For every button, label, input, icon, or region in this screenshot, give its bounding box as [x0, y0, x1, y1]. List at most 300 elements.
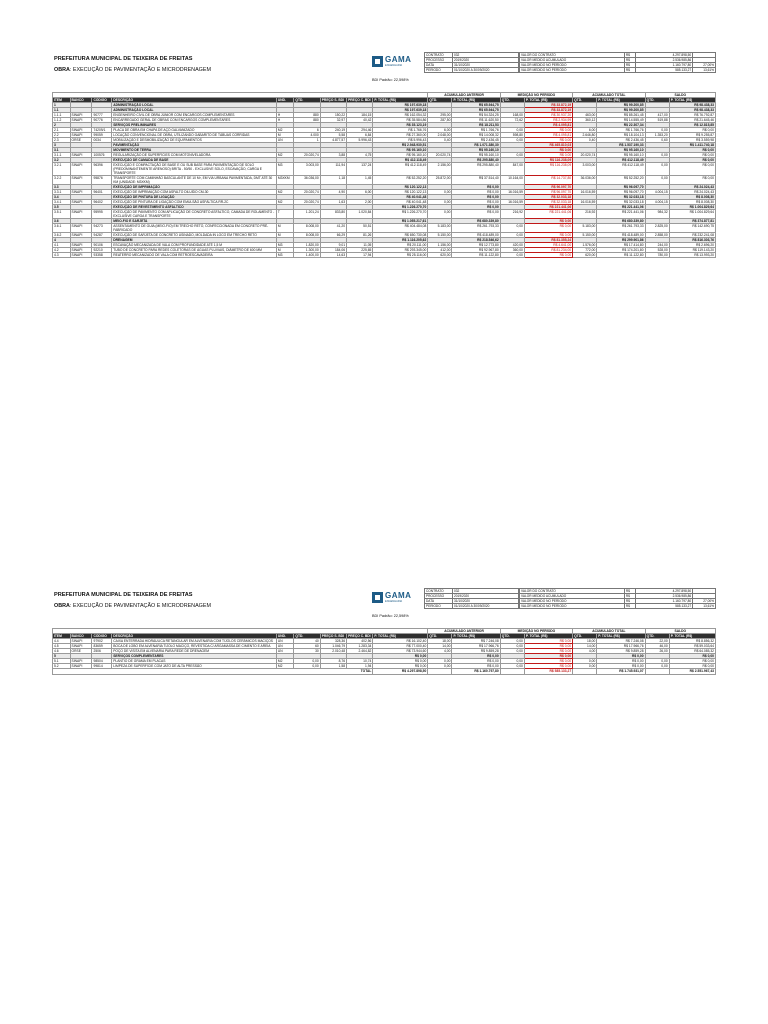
- table-cell: 30: [294, 649, 320, 654]
- table-cell: R$ 404.484,08: [373, 224, 428, 233]
- table-cell: R$ 12.815,85: [669, 123, 715, 128]
- table-cell: 100576: [92, 153, 112, 158]
- column-header: P. TOTAL (R$): [597, 98, 645, 103]
- table-cell: 1.1: [53, 108, 71, 113]
- table-cell: R$ 8.008,30: [669, 195, 715, 200]
- table-cell: R$ 1.055.217,61: [373, 219, 428, 224]
- table-cell: R$ 0,00: [524, 224, 572, 233]
- table-cell: R$ 27.360,00: [373, 133, 428, 138]
- table-cell: 14,63: [320, 253, 346, 258]
- table-cell: 3,88: [320, 153, 346, 158]
- table-cell: R$ 25.116,00: [373, 253, 428, 258]
- table-cell: 780,00: [645, 253, 669, 258]
- table-cell: 528,00: [645, 248, 669, 253]
- table-cell: R$ 0,00: [373, 659, 428, 664]
- table-cell: R$ 96.097,70: [524, 190, 572, 195]
- table-cell: 1.156,00: [428, 243, 452, 248]
- table-cell: R$ 0,00: [597, 654, 645, 659]
- table-cell: R$ 0,00: [452, 200, 500, 205]
- table-cell: 3.4: [53, 195, 71, 200]
- table-cell: 463,00: [573, 113, 597, 118]
- table-cell: M2: [276, 664, 294, 669]
- table-cell: 2.156,00: [428, 163, 452, 176]
- measurement-table: ACUMULADO ANTERIOR MEDIÇÃO NO PERÍODO ACUMULADO TOTAL SALDO ITEM BANCO CÓDIGO DESCRIÇÃO UND. QTD. PREÇO S. BDI PREÇO C. BDI P. TOTAL (R$) QTD. P. TOTAL (R$) QTD. P. TOTAL (R$) QTD. P. TOTAL (R$) QTD. P. TOTAL (R$) 1 ADMINISTRAÇÃO LOCAL R$ 197.639,18 R$ 65.944,75 R$ 33.872,19 R$ 99.200,85 R$ 98.438,33 1.1 ADMINISTRAÇÃO LOCAL R$ 197.639,18 R$ 65.944,75 R$ 33.872,19 R$ 99.200,85 R$ 98.438,33 1.1.1 SINAPI 90777 ENGENHEIRO CIVIL DE OBRA JÚNIOR COM ENCARGOS COMPLEMENTARES H 880 150,22 184,15 R$ 162.054,32 295,00 R$ 54.324,25 168,00 R$ 30.937,20 463,00 R$ 85.261,45 417,00 R$ 76.792,87 1.1.2 SINAPI 90776 ENCARREGADO GERAL DE OBRAS COM ENCARGOS COMPLEMENTARES H 880 32,97 40,42 R$ 35.584,86 287,50 R$ 11.620,50 72,62 R$ 2.934,99 360,12 R$ 14.555,49 519,88 R$ 21.645,46 2 SERVIÇOS PRELIMINARES R$ 35.123,19 R$ 18.211,53 R$ 4.095,81 R$ 22.307,34 R$ 12.815,85 2.1 SINAPI 74209/1 PLACA DE OBRA EM CHAPA DE AÇO GALVANIZADO M2 6 240,19 294,46 R$ 1.766,76 6,00 R$ 1.766,76 0,00 R$ 0,00 6,00 R$ 1.766,76 0,00 R$ 0,00 2.2 SINAPI 99059 LOCAÇÃO CONVENCIONAL DE OBRA, UTILIZANDO GABARITO DE TÁBUAS CORRIDAS M 4.000 5,58 6,84 R$ 27.360,00 2.048,00 R$ 14.008,32 598,80 R$ 4.095,81 2.646,80 R$ 18.104,13 1.353,20 R$ 9.255,87 2.3 ORSE 0034 MOBILIZAÇÃO E DESMOBILIZAÇÃO DE EQUIPAMENTOS UN 1 4.877,57 5.996,43 R$ 5.996,43 0,40 R$ 2.436,45 0,00 R$ 0,00 0,40 R$ 2.436,45 0,60 R$ 3.559,98 3 PAVIMENTAÇÃO R$ 2.948.930,51 R$ 1.071.380,30 R$ 465.810,03 R$ 1.537.190,33 R$ 1.411.740,18 3.1 MOVIMENTO DE TERRA R$ 95.160,10 R$ 95.160,10 R$ 0,00 R$ 95.160,10 R$ 0,00 3.1.1 SINAPI 100576 REGULARIZAÇÃO DE SUPERFÍCIES COM MOTONIVELADORA M2 20.020,74 3,88 4,75 R$ 95.160,10 20.020,74 R$ 95.160,10 0,00 R$ 0,00 20.020,74 R$ 95.160,10 0,00 R$ 0,00 3.2 EXECUÇÃO DE CAMADA DE BASE R$ 412.118,49 R$ 295.880,40 R$ 116.238,09 R$ 412.118,49 R$ 0,00 3.2.1 SINAPI 96396 EXECUÇÃO E COMPACTAÇÃO DE BASE E OU SUB BASE PARA PAVIMENTAÇÃO DE SOLO (PREDOMINANTEMENTE ARENOSO) BRITA - 50/50 - EXCLUSIVE SOLO, ESCAVAÇÃO, CARGA E TRANSPORTE M3 3.003,00 111,94 137,24 R$ 412.118,49 2.156,00 R$ 295.880,40 847,00 R$ 116.238,09 3.003,00 R$ 412.118,49 0,00 R$ 0,00 3.2.2 SINAPI 95876 TRANSPORTE COM CAMINHÃO BASCULANTE DE 10 M³, EM VIA URBANA PAVIMENTADA, DMT ATÉ 30 KM (UNIDADE: M3XKM) M3XKM 36.036,00 1,18 1,45 R$ 52.252,20 25.872,00 R$ 37.514,40 10.164,00 R$ 14.737,80 36.036,00 R$ 52.252,20 0,00 R$ 0,00 3.3 EXECUÇÃO DE IMPRIMAÇÃO R$ 120.122,13 R$ 0,00 R$ 96.097,70 R$ 96.097,70 R$ 24.024,43 3.3.1 SINAPI 96401 EXECUÇÃO DE IMPRIMAÇÃO COM ASFALTO DILUÍDO CM-30 M2 20.020,74 4,90 6,00 R$ 120.122,13 0,00 R$ 0,00 16.016,59 R$ 96.097,70 16.016,59 R$ 96.097,70 4.004,15 R$ 24.024,43 3.4 EXECUÇÃO DE PINTURA DE LIGAÇÃO R$ 40.041,48 R$ 0,00 R$ 32.033,18 R$ 32.033,18 R$ 8.008,30 3.4.1 SINAPI 96402 EXECUÇÃO DE PINTURA DE LIGAÇÃO COM EMULSÃO ASFÁLTICA RR-2C M2 20.020,74 1,63 2,00 R$ 40.041,48 0,00 R$ 0,00 16.016,59 R$ 32.033,18 16.016,59 R$ 32.033,18 4.004,15 R$ 8.008,30 3.5 EXECUÇÃO DE REVESTIMENTO ASFÁLTICO R$ 1.226.270,70 R$ 0,00 R$ 221.441,06 R$ 221.441,06 R$ 1.004.829,64 3.5.1 SINAPI 95995 EXECUÇÃO DE PAVIMENTO COM APLICAÇÃO DE CONCRETO ASFÁLTICO, CAMADA DE ROLAMENTO - EXCLUSIVE CARGA E TRANSPORTE T 1.201,24 833,80 1.020,84 R$ 1.226.270,70 0,00 R$ 0,00 216,92 R$ 221.441,06 216,92 R$ 221.441,06 984,32 R$ 1.004.829,64 3.6 MEIO-FIO E SARJETA R$ 1.055.217,61 R$ 680.339,80 R$ 0,00 R$ 680.339,80 R$ 374.877,81 3.6.1 SINAPI 94273 ASSENTAMENTO DE GUIA (MEIO-FIO) EM TRECHO RETO, CONFECCIONADA EM CONCRETO PRÉ-FABRICADO M 8.008,00 41,20 50,51 R$ 404.484,08 5.183,00 R$ 261.793,33 0,00 R$ 0,00 5.183,00 R$ 261.793,33 2.825,00 R$ 142.690,75 3.6.2 SINAPI 94287 EXECUÇÃO DE SARJETA DE CONCRETO USINADO, MOLDADA IN LOCO EM TRECHO RETO M 8.008,00 66,29 81,26 R$ 650.730,08 5.150,00 R$ 418.489,00 0,00 R$ 0,00 5.150,00 R$ 418.489,00 2.858,00 R$ 232.241,08 4 DRENAGEM R$ 1.116.205,62 R$ 218.546,62 R$ 81.355,24 R$ 299.901,86 R$ 816.303,76 4.1 SINAPI 90106 ESCAVAÇÃO MECANIZADA DE VALA COM PROFUNDIDADE ATÉ 1,5 M M3 1.820,00 9,01 11,05 R$ 20.111,00 1.156,00 R$ 12.773,80 420,00 R$ 4.641,00 1.576,00 R$ 17.414,80 244,00 R$ 2.696,20 4.2 SINAPI 92210 TUBO DE CONCRETO PARA REDES COLETORAS DE ÁGUAS PLUVIAIS, DIÂMETRO DE 600 MM M 1.300,00 184,06 225,65 R$ 293.345,00 412,00 R$ 92.967,80 360,00 R$ 81.234,00 772,00 R$ 174.201,80 528,00 R$ 119.143,20 4.3 SINAPI 93358 REATERRO MECANIZADO DE VALA COM RETROESCAVADEIRA M3 1.400,00 14,63 17,94 R$ 25.116,00 620,00 R$ 11.122,80 0,00 R$ 0,00 620,00 R$ 11.122,80 780,00 R$ 13.993,20: [54, 93, 714, 257]
- table-cell: R$ 0,00: [669, 659, 715, 664]
- table-cell: R$ 1.004.829,64: [669, 205, 715, 210]
- column-header: QTD.: [500, 634, 524, 639]
- sheet-header: [52, 50, 716, 92]
- table-cell: 0,00: [645, 128, 669, 133]
- table-cell: 0,00: [645, 664, 669, 669]
- table-cell: R$ 680.339,80: [452, 219, 500, 224]
- table-cell: R$ 1.766,76: [597, 128, 645, 133]
- table-cell: 2.2: [53, 133, 71, 138]
- table-cell: R$ 1.071.380,30: [452, 143, 500, 148]
- table-cell: 50,51: [347, 224, 373, 233]
- table-row: [53, 176, 716, 185]
- item-description: TRANSPORTE COM CAMINHÃO BASCULANTE DE 10 M³, EM VIA URBANA PAVIMENTADA, DMT ATÉ 30 KM (UNIDADE: M3XKM): [112, 176, 277, 185]
- table-cell: 9,01: [320, 243, 346, 248]
- table-cell: 360,00: [500, 248, 524, 253]
- item-description: POÇO DE VISITA EM ALVENARIA PARA REDE DE DRENAGEM: [112, 649, 277, 654]
- table-cell: R$ 37.514,40: [452, 176, 500, 185]
- table-cell: 20.020,74: [294, 200, 320, 205]
- table-cell: R$ 96.097,70: [597, 185, 645, 190]
- table-cell: R$ 35.584,86: [373, 118, 428, 123]
- table-cell: R$ 2.696,20: [669, 243, 715, 248]
- item-description: TUBO DE CONCRETO PARA REDES COLETORAS DE ÁGUAS PLUVIAIS, DIÂMETRO DE 600 MM: [112, 248, 277, 253]
- table-cell: SINAPI: [70, 118, 92, 123]
- table-cell: 0,00: [500, 639, 524, 644]
- table-cell: 0,00: [294, 659, 320, 664]
- table-cell: 83659: [92, 644, 112, 649]
- table-cell: M3XKM: [276, 176, 294, 185]
- table-cell: R$ 5.996,43: [373, 138, 428, 143]
- table-cell: 5.2: [53, 664, 71, 669]
- column-header: ITEM: [53, 98, 71, 103]
- table-cell: M: [276, 224, 294, 233]
- bdi-label: BDI Padrão: 22,598%: [372, 614, 409, 618]
- table-cell: SINAPI: [70, 176, 92, 185]
- table-cell: R$ 0,00: [373, 654, 428, 659]
- table-cell: 1.353,20: [645, 133, 669, 138]
- item-description: CAIXA ENTERRADA HIDRÁULICA RETANGULAR EM ALVENARIA COM TIJOLOS CERÂMICOS MACIÇOS: [112, 639, 277, 644]
- table-cell: 2.048,00: [428, 133, 452, 138]
- column-header: QTD.: [573, 634, 597, 639]
- table-cell: R$ 0,00: [524, 644, 572, 649]
- table-cell: 5,58: [320, 133, 346, 138]
- table-cell: 8.008,00: [294, 233, 320, 238]
- table-cell: 4.3: [53, 253, 71, 258]
- item-description: SERVIÇOS PRELIMINARES: [112, 123, 277, 128]
- item-description: LOCAÇÃO CONVENCIONAL DE OBRA, UTILIZANDO GABARITO DE TÁBUAS CORRIDAS: [112, 133, 277, 138]
- table-cell: R$ 33.872,19: [524, 108, 572, 113]
- table-cell: 1,45: [347, 176, 373, 185]
- table-cell: 984,32: [645, 210, 669, 219]
- table-cell: 3: [53, 143, 71, 148]
- table-cell: 3.2: [53, 158, 71, 163]
- project-line: OBRA: EXECUÇÃO DE PAVIMENTAÇÃO E MICRODRENAGEM: [54, 603, 211, 609]
- table-cell: R$ 0,00: [669, 163, 715, 176]
- table-cell: 137,24: [347, 163, 373, 176]
- table-cell: 5.150,00: [428, 233, 452, 238]
- table-cell: 20.020,74: [294, 153, 320, 158]
- column-header: P. TOTAL (R$): [524, 98, 572, 103]
- table-cell: R$ 59.033,64: [669, 644, 715, 649]
- table-cell: R$ 295.880,40: [452, 158, 500, 163]
- table-cell: SINAPI: [70, 133, 92, 138]
- table-cell: 6,84: [347, 133, 373, 138]
- table-cell: 0,00: [500, 128, 524, 133]
- table-cell: 22,00: [645, 639, 669, 644]
- organization-name: PREFEITURA MUNICIPAL DE TEIXEIRA DE FREITAS: [54, 592, 193, 598]
- table-cell: R$ 0,00: [524, 649, 572, 654]
- table-cell: R$ 95.160,10: [373, 153, 428, 158]
- item-description: EXECUÇÃO DE PAVIMENTO COM APLICAÇÃO DE CONCRETO ASFÁLTICO, CAMADA DE ROLAMENTO - EXCLUSIVE CARGA E TRANSPORTE: [112, 210, 277, 219]
- table-cell: 94273: [92, 224, 112, 233]
- table-cell: 95876: [92, 176, 112, 185]
- table-cell: 92210: [92, 248, 112, 253]
- table-cell: R$ 0,00: [597, 659, 645, 664]
- contract-summary-table: VALOR DO CONTRATO R$ 4.297.898,50 VALOR MEDIDO ACUMULADO R$ 2.536.985,86 VALOR MEDIDO NO PERÍODO R$ 1.160.797,80 27,00% VALOR MEDIDO NO PERÍODO R$ 585.133,27 13,61%: [521, 589, 714, 608]
- table-cell: 4.1: [53, 243, 71, 248]
- table-cell: 1.820,00: [294, 243, 320, 248]
- table-cell: 16.016,59: [500, 200, 524, 205]
- item-description: EXECUÇÃO E COMPACTAÇÃO DE BASE E OU SUB BASE PARA PAVIMENTAÇÃO DE SOLO (PREDOMINANTEMENTE ARENOSO) BRITA - 50/50 - EXCLUSIVE SOLO, ESCAVAÇÃO, CARGA E TRANSPORTE: [112, 163, 277, 176]
- table-cell: SINAPI: [70, 233, 92, 238]
- item-description: BOCA DE LOBO EM ALVENARIA TIJOLO MACIÇO, REVESTIDA C/ ARGAMASSA DE CIMENTO E AREIA: [112, 644, 277, 649]
- table-cell: 96402: [92, 200, 112, 205]
- table-cell: 5.183,00: [428, 224, 452, 233]
- table-cell: 0034: [92, 138, 112, 143]
- table-cell: R$ 0,00: [524, 654, 572, 659]
- table-cell: 46,00: [645, 644, 669, 649]
- table-cell: 3.6.2: [53, 233, 71, 238]
- column-header: BANCO: [70, 634, 92, 639]
- table-cell: R$ 680.339,80: [597, 219, 645, 224]
- table-cell: SINAPI: [70, 248, 92, 253]
- table-cell: 4: [53, 238, 71, 243]
- table-cell: SINAPI: [70, 639, 92, 644]
- table-cell: ORSE: [70, 138, 92, 143]
- table-cell: R$ 0,00: [669, 158, 715, 163]
- table-cell: R$ 1.766,76: [373, 128, 428, 133]
- table-cell: R$ 7.246,08: [597, 639, 645, 644]
- table-cell: 3.2.1: [53, 163, 71, 176]
- table-cell: 32,97: [320, 118, 346, 123]
- table-cell: R$ 30.937,20: [524, 113, 572, 118]
- table-cell: 6,00: [573, 128, 597, 133]
- table-cell: R$ 232.241,08: [669, 233, 715, 238]
- table-cell: R$ 1.411.740,18: [669, 143, 715, 148]
- column-header: CÓDIGO: [92, 98, 112, 103]
- table-cell: R$ 0,00: [669, 148, 715, 153]
- table-cell: R$ 13.993,20: [669, 253, 715, 258]
- table-cell: R$ 7.246,08: [452, 639, 500, 644]
- table-cell: 94287: [92, 233, 112, 238]
- table-cell: 99059: [92, 133, 112, 138]
- table-cell: R$ 0,00: [597, 664, 645, 669]
- table-cell: 97902: [92, 639, 112, 644]
- table-cell: 0,00: [645, 659, 669, 664]
- table-row: [53, 163, 716, 176]
- table-cell: 3.3.1: [53, 190, 71, 195]
- table-cell: 16.016,59: [573, 190, 597, 195]
- table-cell: 1: [294, 138, 320, 143]
- table-cell: R$ 1.766,76: [452, 128, 500, 133]
- column-header: QTD.: [428, 98, 452, 103]
- table-cell: R$ 0,00: [452, 190, 500, 195]
- bdi-label: BDI Padrão: 22,598%: [372, 78, 409, 82]
- column-header: UND.: [276, 634, 294, 639]
- table-cell: 0,00: [645, 153, 669, 158]
- sheet-header: [52, 586, 716, 628]
- column-header: DESCRIÇÃO: [112, 98, 277, 103]
- table-cell: M2: [276, 200, 294, 205]
- table-cell: 0,00: [428, 664, 452, 669]
- table-cell: M3: [276, 253, 294, 258]
- table-cell: 4,90: [320, 190, 346, 195]
- table-cell: M2: [276, 153, 294, 158]
- column-header: QTD.: [645, 98, 669, 103]
- table-cell: R$ 95.160,10: [597, 148, 645, 153]
- table-cell: R$ 218.546,62: [452, 238, 500, 243]
- table-cell: R$ 81.234,00: [524, 248, 572, 253]
- table-cell: 72,62: [500, 118, 524, 123]
- table-cell: 14,00: [428, 644, 452, 649]
- table-cell: R$ 412.118,49: [597, 163, 645, 176]
- table-cell: SINAPI: [70, 210, 92, 219]
- item-description: EXECUÇÃO DE IMPRIMAÇÃO: [112, 185, 277, 190]
- table-cell: R$ 221.441,06: [524, 210, 572, 219]
- item-description: ENCARREGADO GERAL DE OBRAS COM ENCARGOS COMPLEMENTARES: [112, 118, 277, 123]
- contract-meta-table: CONTRATO 032 PROCESSO 2019/2020 DATA 31/10/2020 PERÍODO 01/10/2020 A 30/09/2020: [424, 588, 519, 609]
- table-cell: 2.464,82: [347, 649, 373, 654]
- table-cell: 184,15: [347, 113, 373, 118]
- table-cell: R$ 92.967,80: [452, 248, 500, 253]
- column-header: QTD.: [428, 634, 452, 639]
- table-cell: UN: [276, 649, 294, 654]
- item-description: EXECUÇÃO DE CAMADA DE BASE: [112, 158, 277, 163]
- table-cell: 5.1: [53, 659, 71, 664]
- table-cell: 1.400,00: [294, 253, 320, 258]
- item-description: PAVIMENTAÇÃO: [112, 143, 277, 148]
- table-cell: 20.020,74: [294, 190, 320, 195]
- table-cell: 99814: [92, 664, 112, 669]
- column-header: QTD.: [294, 98, 320, 103]
- table-cell: 0,00: [645, 163, 669, 176]
- item-description: EXECUÇÃO DE SARJETA DE CONCRETO USINADO, MOLDADA IN LOCO EM TRECHO RETO: [112, 233, 277, 238]
- table-cell: R$ 0,00: [452, 195, 500, 200]
- table-cell: 0,60: [645, 138, 669, 143]
- logo-mark-icon: [372, 592, 383, 603]
- table-cell: 40: [294, 639, 320, 644]
- table-cell: R$ 293.345,00: [373, 248, 428, 253]
- item-description: DRENAGEM: [112, 238, 277, 243]
- table-cell: 4,00: [573, 649, 597, 654]
- table-cell: R$ 8.856,32: [669, 639, 715, 644]
- item-description: REGULARIZAÇÃO DE SUPERFÍCIES COM MOTONIVELADORA: [112, 153, 277, 158]
- column-header: QTD.: [294, 634, 320, 639]
- table-cell: R$ 22.307,34: [597, 123, 645, 128]
- table-cell: 20.020,74: [573, 153, 597, 158]
- table-cell: R$ 295.880,40: [452, 163, 500, 176]
- table-cell: 0,00: [428, 659, 452, 664]
- table-cell: R$ 0,00: [669, 153, 715, 158]
- table-cell: M: [276, 233, 294, 238]
- column-header: PREÇO C. BDI: [347, 634, 373, 639]
- measurement-sheet-1: [52, 50, 716, 258]
- table-cell: R$ 20.111,00: [373, 243, 428, 248]
- table-cell: R$ 0,00: [524, 253, 572, 258]
- table-cell: 620,00: [573, 253, 597, 258]
- column-header: QTD.: [645, 634, 669, 639]
- table-cell: R$ 0,00: [524, 664, 572, 669]
- table-cell: R$ 18.104,13: [597, 133, 645, 138]
- table-cell: R$ 1.226.270,70: [373, 210, 428, 219]
- column-header: P. TOTAL (R$): [452, 98, 500, 103]
- table-cell: 3.2.2: [53, 176, 71, 185]
- item-description: ESCAVAÇÃO MECANIZADA DE VALA COM PROFUNDIDADE ATÉ 1,5 M: [112, 243, 277, 248]
- table-cell: 4.5: [53, 644, 71, 649]
- table-cell: R$ 119.143,20: [669, 248, 715, 253]
- table-cell: R$ 142.690,75: [669, 224, 715, 233]
- table-cell: R$ 120.122,13: [373, 185, 428, 190]
- table-cell: R$ 4.095,81: [524, 123, 572, 128]
- table-cell: 2,00: [347, 200, 373, 205]
- table-cell: R$ 0,00: [524, 659, 572, 664]
- table-cell: 0,00: [500, 224, 524, 233]
- table-cell: SINAPI: [70, 253, 92, 258]
- table-cell: R$ 412.118,49: [373, 163, 428, 176]
- table-cell: R$ 32.033,18: [524, 200, 572, 205]
- table-cell: 519,88: [645, 118, 669, 123]
- table-cell: 244,00: [645, 243, 669, 248]
- table-cell: R$ 95.160,10: [452, 153, 500, 158]
- table-cell: 4,00: [428, 649, 452, 654]
- company-logo: GAMA ENGENHARIA: [372, 591, 420, 605]
- table-cell: R$ 4.095,81: [524, 133, 572, 138]
- table-cell: 8,76: [320, 659, 346, 664]
- table-cell: R$ 11.620,50: [452, 118, 500, 123]
- table-cell: 18,00: [428, 639, 452, 644]
- table-cell: 90776: [92, 118, 112, 123]
- table-cell: R$ 52.252,20: [373, 176, 428, 185]
- table-cell: R$ 0,00: [524, 639, 572, 644]
- column-header: PREÇO S. BDI: [320, 98, 346, 103]
- table-cell: R$ 99.200,85: [597, 103, 645, 108]
- measurement-table: ACUMULADO ANTERIOR MEDIÇÃO NO PERÍODO ACUMULADO TOTAL SALDO ITEM BANCO CÓDIGO DESCRIÇÃO UND. QTD. PREÇO S. BDI PREÇO C. BDI P. TOTAL (R$) QTD. P. TOTAL (R$) QTD. P. TOTAL (R$) QTD. P. TOTAL (R$) QTD. P. TOTAL (R$) 4.4 SINAPI 97902 CAIXA ENTERRADA HIDRÁULICA RETANGULAR EM ALVENARIA COM TIJOLOS CERÂMICOS MACIÇOS UN 40 328,36 402,56 R$ 16.102,40 18,00 R$ 7.246,08 0,00 R$ 0,00 18,00 R$ 7.246,08 22,00 R$ 8.856,32 4.5 SINAPI 83659 BOCA DE LOBO EM ALVENARIA TIJOLO MACIÇO, REVESTIDA C/ ARGAMASSA DE CIMENTO E AREIA UN 60 1.046,79 1.283,34 R$ 77.000,40 14,00 R$ 17.966,76 0,00 R$ 0,00 14,00 R$ 17.966,76 46,00 R$ 59.033,64 4.6 ORSE 2506 POÇO DE VISITA EM ALVENARIA PARA REDE DE DRENAGEM UN 30 2.010,48 2.464,82 R$ 73.944,60 4,00 R$ 9.859,28 0,00 R$ 0,00 4,00 R$ 9.859,28 26,00 R$ 64.085,32 5 SERVIÇOS COMPLEMENTARES R$ 0,00 R$ 0,00 R$ 0,00 R$ 0,00 R$ 0,00 5.1 SINAPI 98504 PLANTIO DE GRAMA EM PLACAS M2 0,00 8,76 10,74 R$ 0,00 0,00 R$ 0,00 0,00 R$ 0,00 0,00 R$ 0,00 0,00 R$ 0,00 5.2 SINAPI 99814 LIMPEZA DE SUPERFÍCIE COM JATO DE ALTA PRESSÃO M2 0,00 1,58 1,94 R$ 0,00 0,00 R$ 0,00 0,00 R$ 0,00 0,00 R$ 0,00 0,00 R$ 0,00 TOTAL R$ 4.297.898,50 R$ 1.160.797,80 R$ 585.133,27 R$ 1.745.931,07 R$ 2.551.967,43: [54, 629, 714, 673]
- table-cell: H: [276, 113, 294, 118]
- table-cell: R$ 1.116.205,62: [373, 238, 428, 243]
- table-cell: R$ 32.033,18: [597, 195, 645, 200]
- table-cell: 240,19: [320, 128, 346, 133]
- table-cell: R$ 77.000,40: [373, 644, 428, 649]
- table-cell: 2.825,00: [645, 224, 669, 233]
- table-cell: 2.858,00: [645, 233, 669, 238]
- table-cell: 5.996,43: [347, 138, 373, 143]
- table-cell: R$ 261.793,33: [597, 224, 645, 233]
- table-cell: M3: [276, 243, 294, 248]
- table-cell: R$ 197.639,18: [373, 103, 428, 108]
- table-cell: 4.6: [53, 649, 71, 654]
- table-cell: R$ 0,00: [669, 176, 715, 185]
- table-cell: 41,20: [320, 224, 346, 233]
- table-cell: 74209/1: [92, 128, 112, 133]
- table-cell: UN: [276, 639, 294, 644]
- table-cell: 4.4: [53, 639, 71, 644]
- table-cell: 14,00: [573, 644, 597, 649]
- contract-summary-table: VALOR DO CONTRATO R$ 4.297.898,50 VALOR MEDIDO ACUMULADO R$ 2.536.985,86 VALOR MEDIDO NO PERÍODO R$ 1.160.797,80 27,00% VALOR MEDIDO NO PERÍODO R$ 585.133,27 13,61%: [521, 53, 714, 72]
- column-header: QTD.: [500, 98, 524, 103]
- column-header: P. TOTAL (R$): [524, 634, 572, 639]
- column-header: BANCO: [70, 98, 92, 103]
- table-cell: 11,05: [347, 243, 373, 248]
- table-cell: R$ 21.645,46: [669, 118, 715, 123]
- table-cell: 17,94: [347, 253, 373, 258]
- table-cell: 833,80: [320, 210, 346, 219]
- table-cell: 168,00: [500, 113, 524, 118]
- table-cell: 598,80: [500, 133, 524, 138]
- table-cell: 96396: [92, 163, 112, 176]
- table-cell: 0,00: [500, 233, 524, 238]
- table-cell: 0,40: [428, 138, 452, 143]
- table-cell: R$ 95.160,10: [597, 153, 645, 158]
- table-cell: 5: [53, 654, 71, 659]
- table-cell: M2: [276, 659, 294, 664]
- table-cell: R$ 1.004.829,64: [669, 210, 715, 219]
- table-cell: 2506: [92, 649, 112, 654]
- table-cell: R$ 816.303,76: [669, 238, 715, 243]
- column-header: PREÇO S. BDI: [320, 634, 346, 639]
- item-description: LIMPEZA DE SUPERFÍCIE COM JATO DE ALTA PRESSÃO: [112, 664, 277, 669]
- item-description: PLANTIO DE GRAMA EM PLACAS: [112, 659, 277, 664]
- table-cell: R$ 0,00: [452, 185, 500, 190]
- table-cell: 2: [53, 123, 71, 128]
- table-cell: 216,92: [500, 210, 524, 219]
- table-cell: 2.646,80: [573, 133, 597, 138]
- table-cell: 40,42: [347, 118, 373, 123]
- table-cell: R$ 95.160,10: [452, 148, 500, 153]
- table-cell: 60: [294, 644, 320, 649]
- table-cell: R$ 9.255,87: [669, 133, 715, 138]
- table-cell: R$ 52.252,20: [597, 176, 645, 185]
- table-cell: R$ 174.201,80: [597, 248, 645, 253]
- table-cell: 8.008,00: [294, 224, 320, 233]
- table-cell: R$ 96.097,70: [597, 190, 645, 195]
- table-cell: 95995: [92, 210, 112, 219]
- table-cell: 4.000: [294, 133, 320, 138]
- table-cell: 417,00: [645, 113, 669, 118]
- table-cell: 16.016,59: [573, 200, 597, 205]
- table-cell: R$ 95.160,10: [373, 148, 428, 153]
- table-cell: 3.1.1: [53, 153, 71, 158]
- table-cell: R$ 65.944,75: [452, 103, 500, 108]
- table-cell: 3.003,00: [294, 163, 320, 176]
- item-description: EXECUÇÃO DE REVESTIMENTO ASFÁLTICO: [112, 205, 277, 210]
- table-cell: R$ 96.097,70: [524, 185, 572, 190]
- table-cell: 0,00: [645, 176, 669, 185]
- table-row: [53, 210, 716, 219]
- table-cell: 0,00: [500, 659, 524, 664]
- table-cell: 412,00: [428, 248, 452, 253]
- table-cell: 0,40: [573, 138, 597, 143]
- table-cell: R$ 1.537.190,33: [597, 143, 645, 148]
- table-cell: 2.3: [53, 138, 71, 143]
- table-cell: R$ 0,00: [452, 205, 500, 210]
- table-cell: R$ 24.024,43: [669, 185, 715, 190]
- table-cell: R$ 14.737,80: [524, 176, 572, 185]
